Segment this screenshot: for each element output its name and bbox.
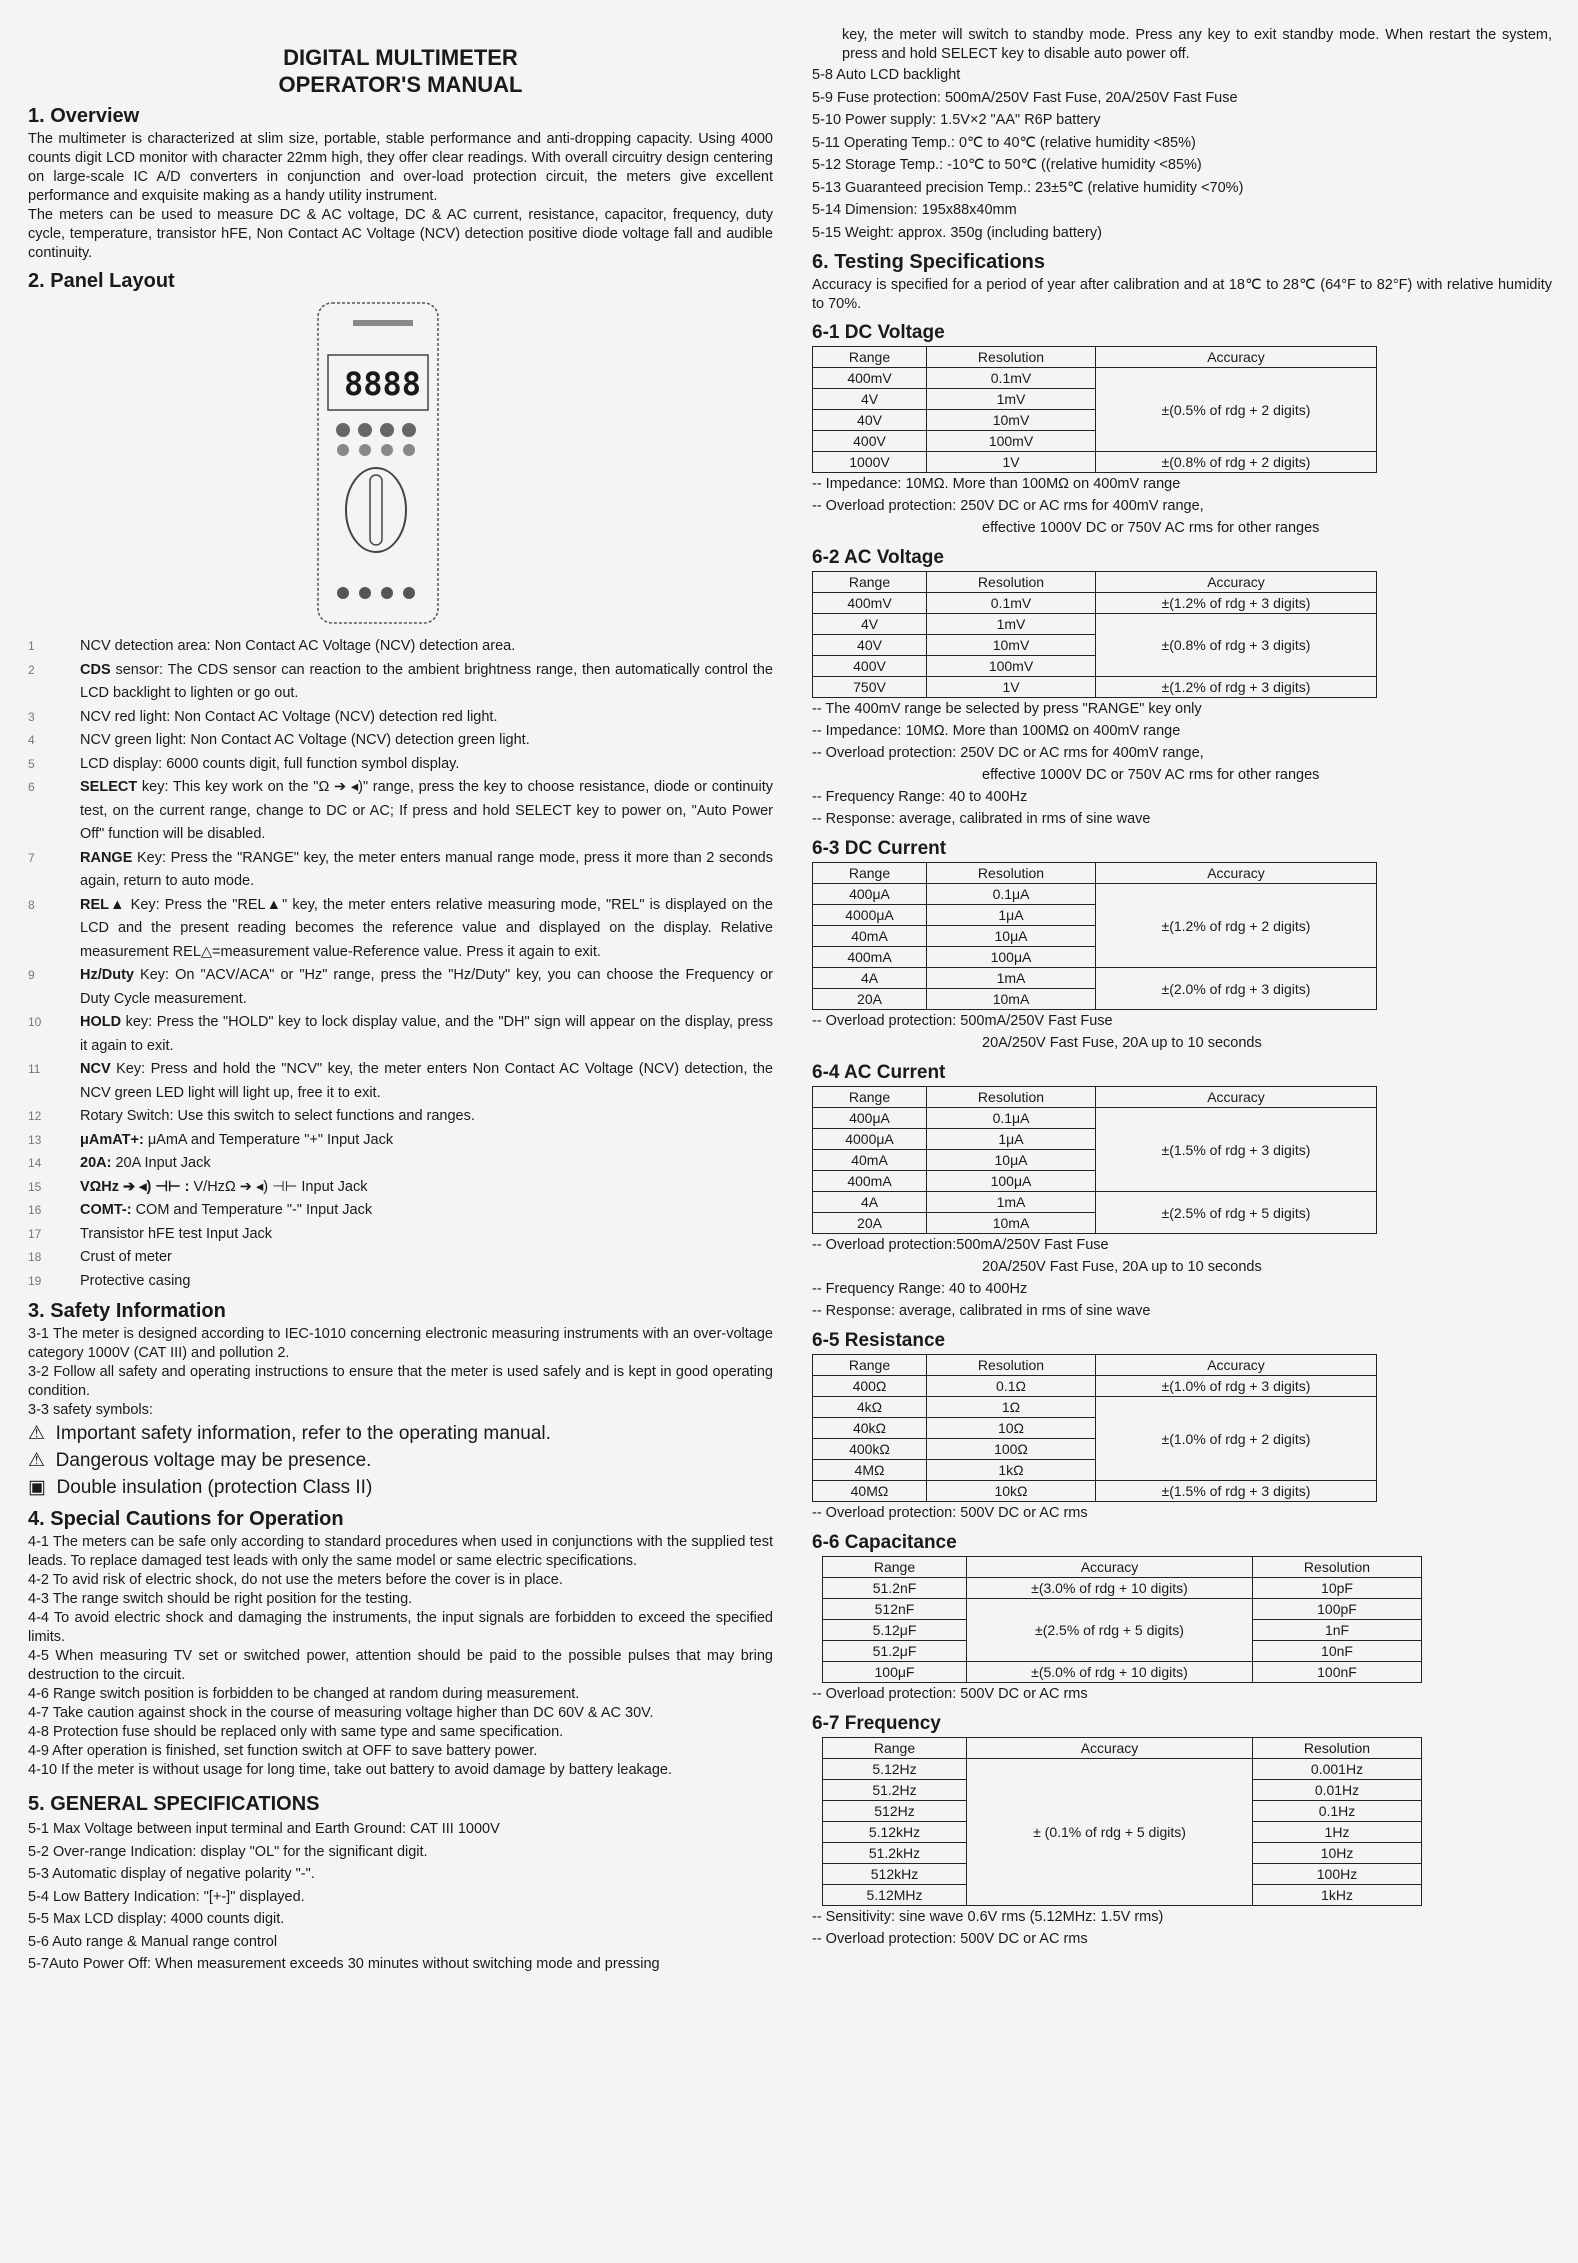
- panel-item-text: μAmA and Temperature "+" Input Jack: [143, 1131, 394, 1148]
- ac-current-heading: 6-4 AC Current: [812, 1062, 946, 1083]
- panel-item-text: key: Press the "HOLD" key to lock display value, and the "DH" sign will appear on the display, press it again to exit.: [80, 1014, 773, 1054]
- table-cell: 5.12Hz: [823, 1759, 967, 1780]
- spec-item: 5-2 Over-range Indication: display "OL" for the significant digit.: [28, 1843, 428, 1860]
- panel-item-key: RANGE: [80, 849, 133, 866]
- table-cell: 0.1Ω: [927, 1376, 1096, 1397]
- table-cell: 10Ω: [927, 1418, 1096, 1439]
- caution-item: 4-9 After operation is finished, set function switch at OFF to save battery power.: [28, 1743, 538, 1759]
- table-cell: 1μA: [927, 905, 1096, 926]
- table-cell: 0.001Hz: [1253, 1759, 1422, 1780]
- table-cell: 400μA: [813, 1108, 927, 1129]
- table-cell: 0.1Hz: [1253, 1801, 1422, 1822]
- panel-item-text: Protective casing: [80, 1272, 191, 1289]
- panel-heading: 2. Panel Layout: [28, 270, 175, 292]
- panel-item-text: Transistor hFE test Input Jack: [80, 1225, 273, 1242]
- table-row: [813, 968, 1377, 989]
- testing-heading: 6. Testing Specifications: [812, 251, 1046, 273]
- note: -- Overload protection: 250V DC or AC rms for 400mV range,: [812, 498, 1204, 514]
- table-cell: ± (0.1% of rdg + 5 digits): [967, 1759, 1253, 1906]
- double-insulation-icon: ▣: [28, 1477, 46, 1498]
- panel-item-key: REL▲: [80, 896, 126, 913]
- title-line-1: DIGITAL MULTIMETER: [283, 45, 518, 70]
- resistance-table: [812, 1354, 1377, 1502]
- panel-item-key: CDS: [80, 661, 111, 678]
- table-cell: 400mV: [813, 593, 927, 614]
- note: -- Overload protection: 500V DC or AC rms: [812, 1931, 1088, 1947]
- table-row: [813, 572, 1377, 593]
- table-cell: 1V: [927, 452, 1096, 473]
- ac-voltage-heading: 6-2 AC Voltage: [812, 547, 944, 568]
- table-cell: 1mA: [927, 968, 1096, 989]
- table-cell: ±(1.5% of rdg + 3 digits): [1096, 1108, 1377, 1192]
- accuracy-cell: ±(0.5% of rdg + 2 digits): [1096, 368, 1377, 452]
- panel-item: [28, 1270, 773, 1294]
- panel-item: [28, 753, 773, 777]
- panel-item-number: 18: [28, 1250, 42, 1264]
- left-column: [28, 0, 773, 1976]
- panel-item: [28, 894, 773, 965]
- multimeter-illustration: [168, 295, 568, 635]
- panel-item-number: 16: [28, 1203, 42, 1217]
- general-specs-list: [28, 1818, 773, 1976]
- resistance-heading: 6-5 Resistance: [812, 1330, 946, 1351]
- table-cell: ±(2.0% of rdg + 3 digits): [1096, 968, 1377, 1010]
- table-cell: Range: [823, 1738, 967, 1759]
- table-cell: 10μA: [927, 926, 1096, 947]
- panel-item: [28, 659, 773, 706]
- table-cell: 4000μA: [813, 1129, 927, 1150]
- table-row: [823, 1759, 1422, 1780]
- table-cell: 400mA: [813, 947, 927, 968]
- table-cell: 20A: [813, 989, 927, 1010]
- panel-item-text: sensor: The CDS sensor can reaction to the ambient brightness range, then automatically control the LCD backlight to lighten or go out.: [80, 661, 773, 701]
- table-cell: 10pF: [1253, 1578, 1422, 1599]
- panel-item-number: 7: [28, 850, 35, 865]
- note: -- Sensitivity: sine wave 0.6V rms (5.12MHz: 1.5V rms): [812, 1909, 1164, 1925]
- table-cell: 400mA: [813, 1171, 927, 1192]
- spec-item: 5-13 Guaranteed precision Temp.: 23±5℃ (relative humidity <70%): [812, 179, 1244, 196]
- table-cell: 10Hz: [1253, 1843, 1422, 1864]
- caution-item: 4-1 The meters can be safe only according to standard procedures when used in conjunctions with the supplied test leads. To replace damaged test leads with only the same model or same electric specifications.: [28, 1534, 773, 1569]
- table-cell: 20A: [813, 1213, 927, 1234]
- panel-item: [28, 1246, 773, 1270]
- panel-item-number: 3: [28, 709, 35, 724]
- panel-item: [28, 1176, 773, 1200]
- table-cell: 10mA: [927, 1213, 1096, 1234]
- panel-item-key: 20A:: [80, 1155, 112, 1171]
- table-cell: 4kΩ: [813, 1397, 927, 1418]
- table-cell: Resolution: [927, 1355, 1096, 1376]
- panel-item-key: NCV: [80, 1061, 111, 1077]
- table-cell: 10nF: [1253, 1641, 1422, 1662]
- caution-item: 4-7 Take caution against shock in the course of measuring voltage higher than DC 60V & AC 30V.: [28, 1705, 654, 1721]
- table-row: [823, 1578, 1422, 1599]
- table-cell: 5.12kHz: [823, 1822, 967, 1843]
- auto-power-off-continued: key, the meter will switch to standby mode. Press any key to exit standby mode. When restart the system, press and hold SELECT key to disable auto power off.: [842, 27, 1552, 62]
- panel-item-number: 8: [28, 897, 35, 912]
- table-cell: Accuracy: [967, 1557, 1253, 1578]
- panel-item-number: 9: [28, 968, 35, 982]
- table-row: [813, 1355, 1377, 1376]
- panel-item-number: 1: [28, 639, 35, 653]
- spec-item: 5-8 Auto LCD backlight: [812, 67, 961, 83]
- table-cell: Resolution: [927, 572, 1096, 593]
- table-cell: Accuracy: [1096, 863, 1377, 884]
- warning-icon: ⚠: [28, 1423, 46, 1444]
- table-row: [813, 1481, 1377, 1502]
- multimeter-diagram: [168, 295, 568, 635]
- accuracy-cell: ±(0.8% of rdg + 2 digits): [1096, 452, 1377, 473]
- table-row: [813, 1192, 1377, 1213]
- safety-symbol-double-insulation: ▣ Double insulation (protection Class II): [28, 1477, 373, 1498]
- table-cell: 100mV: [927, 431, 1096, 452]
- table-cell: ±(5.0% of rdg + 10 digits): [967, 1662, 1253, 1683]
- table-cell: Accuracy: [1096, 1355, 1377, 1376]
- table-cell: Accuracy: [1096, 1087, 1377, 1108]
- table-row: [813, 1108, 1377, 1129]
- note: -- Overload protection: 500mA/250V Fast Fuse: [812, 1013, 1113, 1029]
- general-specs-list-continued: [812, 64, 1552, 244]
- table-cell: 100Hz: [1253, 1864, 1422, 1885]
- testing-intro: Accuracy is specified for a period of year after calibration and at 18℃ to 28℃ (64°F to 82°F) with relative humidity to 70%.: [812, 277, 1552, 312]
- panel-item-text: Rotary Switch: Use this switch to select functions and ranges.: [80, 1108, 475, 1124]
- table-cell: 100μA: [927, 1171, 1096, 1192]
- table-cell: 1Ω: [927, 1397, 1096, 1418]
- table-cell: 0.1μA: [927, 1108, 1096, 1129]
- panel-item-number: 13: [28, 1132, 42, 1147]
- table-cell: Resolution: [1253, 1738, 1422, 1759]
- spec-item: 5-6 Auto range & Manual range control: [28, 1933, 278, 1950]
- panel-item-key: VΩHz ➔ ◂) ⊣⊢ :: [80, 1178, 190, 1195]
- table-row: [813, 677, 1377, 698]
- frequency-heading: 6-7 Frequency: [812, 1713, 941, 1734]
- ac-voltage-table: [812, 571, 1377, 698]
- spec-item: 5-10 Power supply: 1.5V×2 "AA" R6P battery: [812, 112, 1101, 128]
- table-cell: Resolution: [927, 863, 1096, 884]
- note: -- Overload protection: 500V DC or AC rms: [812, 1505, 1088, 1521]
- table-cell: 51.2nF: [823, 1578, 967, 1599]
- table-cell: 1kHz: [1253, 1885, 1422, 1906]
- panel-item-number: 19: [28, 1273, 42, 1288]
- table-cell: ±(2.5% of rdg + 5 digits): [1096, 1192, 1377, 1234]
- caution-item: 4-8 Protection fuse should be replaced only with same type and same specification.: [28, 1724, 564, 1740]
- spec-item: 5-14 Dimension: 195x88x40mm: [812, 202, 1017, 218]
- table-cell: Range: [813, 863, 927, 884]
- table-cell: ±(3.0% of rdg + 10 digits): [967, 1578, 1253, 1599]
- capacitance-heading: 6-6 Capacitance: [812, 1532, 957, 1553]
- dc-voltage-heading: 6-1 DC Voltage: [812, 322, 945, 343]
- caution-item: 4-5 When measuring TV set or switched power, attention should be paid to the possible pulses that may bring destruction to the circuit.: [28, 1648, 773, 1683]
- table-cell: 1Hz: [1253, 1822, 1422, 1843]
- table-row: [813, 1087, 1377, 1108]
- overview-heading: 1. Overview: [28, 105, 140, 127]
- table-row: [813, 884, 1377, 905]
- document-title: [28, 44, 773, 98]
- panel-item: [28, 1199, 773, 1223]
- panel-item-number: 17: [28, 1226, 42, 1241]
- panel-item-text: key: This key work on the "Ω ➔ ◂)" range, press the key to choose resistance, diode or continuity test, on the current range, change to DC or AC; If press and hold SELECT key to power on, "Auto Power Off" function will be disabled.: [80, 779, 773, 842]
- panel-item-number: 12: [28, 1109, 42, 1123]
- table-cell: 4A: [813, 968, 927, 989]
- panel-item-text: Key: Press and hold the "NCV" key, the meter enters Non Contact AC Voltage (NCV) detection, the NCV green LED light will light up, free it to exit.: [80, 1061, 773, 1101]
- note: -- Overload protection: 250V DC or AC rms for 400mV range,: [812, 745, 1204, 761]
- table-cell: 100mV: [927, 656, 1096, 677]
- safety-symbol-warning: ⚠ Important safety information, refer to the operating manual.: [28, 1423, 551, 1444]
- panel-item: [28, 964, 773, 1011]
- panel-item-number: 2: [28, 662, 35, 677]
- caution-item: 4-10 If the meter is without usage for long time, take out battery to avoid damage by battery leakage.: [28, 1762, 673, 1778]
- table-cell: ±(1.0% of rdg + 2 digits): [1096, 1397, 1377, 1481]
- table-cell: ±(2.5% of rdg + 5 digits): [967, 1599, 1253, 1662]
- panel-item-text: Key: Press the "RANGE" key, the meter enters manual range mode, press it more than 2 seconds again, return to auto mode.: [80, 849, 773, 889]
- caution-item: 4-6 Range switch position is forbidden to be changed at random during measurement.: [28, 1686, 580, 1702]
- cautions-heading: 4. Special Cautions for Operation: [28, 1508, 344, 1530]
- table-cell: 10kΩ: [927, 1481, 1096, 1502]
- spec-item: 5-4 Low Battery Indication: "[+-]" displayed.: [28, 1888, 305, 1905]
- note: -- Overload protection:500mA/250V Fast Fuse: [812, 1237, 1109, 1253]
- spec-item: 5-12 Storage Temp.: -10℃ to 50℃ ((relative humidity <85%): [812, 157, 1202, 173]
- table-cell: 4V: [813, 614, 927, 635]
- panel-item: [28, 706, 773, 730]
- note: -- Response: average, calibrated in rms of sine wave: [812, 1303, 1151, 1319]
- capacitance-table: [822, 1556, 1422, 1683]
- overview-paragraph-2: The meters can be used to measure DC & AC voltage, DC & AC current, resistance, capacitor, frequency, duty cycle, temperature, transistor hFE, Non Contact AC Voltage (NCV) detection positive diode voltage fall and audible continuity.: [28, 207, 773, 261]
- note: -- The 400mV range be selected by press "RANGE" key only: [812, 701, 1202, 717]
- spec-item: 5-3 Automatic display of negative polarity "-".: [28, 1866, 315, 1882]
- table-cell: ±(1.2% of rdg + 2 digits): [1096, 884, 1377, 968]
- note: -- Response: average, calibrated in rms of sine wave: [812, 811, 1151, 827]
- table-cell: 1V: [927, 677, 1096, 698]
- table-row: [813, 1376, 1377, 1397]
- panel-item-text: NCV red light: Non Contact AC Voltage (NCV) detection red light.: [80, 708, 498, 725]
- table-cell: ±(1.0% of rdg + 3 digits): [1096, 1376, 1377, 1397]
- table-cell: ±(0.8% of rdg + 3 digits): [1096, 614, 1377, 677]
- col-accuracy: Accuracy: [1096, 347, 1377, 368]
- note: -- Frequency Range: 40 to 400Hz: [812, 1281, 1028, 1297]
- table-cell: 4A: [813, 1192, 927, 1213]
- table-cell: 0.1mV: [927, 368, 1096, 389]
- table-cell: 512nF: [823, 1599, 967, 1620]
- panel-item-key: μAmAT+:: [80, 1131, 144, 1148]
- table-row: [813, 863, 1377, 884]
- table-row: [823, 1599, 1422, 1620]
- table-cell: Accuracy: [967, 1738, 1253, 1759]
- table-cell: 512kHz: [823, 1864, 967, 1885]
- panel-item: [28, 635, 773, 659]
- panel-item-key: Hz/Duty: [80, 967, 134, 983]
- safety-paragraph-3: 3-3 safety symbols:: [28, 1402, 153, 1418]
- table-cell: 1mV: [927, 389, 1096, 410]
- safety-symbol-voltage: ⚠ Dangerous voltage may be presence.: [28, 1450, 372, 1471]
- ac-current-table: [812, 1086, 1377, 1234]
- table-cell: 100μF: [823, 1662, 967, 1683]
- table-cell: 400V: [813, 656, 927, 677]
- table-cell: 51.2μF: [823, 1641, 967, 1662]
- panel-item-key: COMT-:: [80, 1202, 132, 1218]
- panel-item: [28, 776, 773, 847]
- table-cell: 10mV: [927, 635, 1096, 656]
- table-cell: 40kΩ: [813, 1418, 927, 1439]
- table-cell: 40mA: [813, 1150, 927, 1171]
- spec-item: 5-15 Weight: approx. 350g (including battery): [812, 224, 1102, 241]
- table-cell: 1nF: [1253, 1620, 1422, 1641]
- overview-paragraph-1: The multimeter is characterized at slim size, portable, stable performance and anti-dropping capacity. Using 4000 counts digit LCD monitor with character 22mm high, they offer clear readings. With overall circuitry design centering on large-scale IC A/D converters in conjunction and over-load protection circuit, the meters give excellent performance and exquisite making as a handy utility instrument.: [28, 131, 773, 204]
- frequency-table: [822, 1737, 1422, 1906]
- note: -- Frequency Range: 40 to 400Hz: [812, 789, 1028, 805]
- panel-item: [28, 847, 773, 894]
- table-cell: 40MΩ: [813, 1481, 927, 1502]
- table-cell: 1000V: [813, 452, 927, 473]
- spec-item: 5-5 Max LCD display: 4000 counts digit.: [28, 1911, 285, 1927]
- spec-item: 5-9 Fuse protection: 500mA/250V Fast Fuse, 20A/250V Fast Fuse: [812, 89, 1238, 106]
- table-cell: 1mV: [927, 614, 1096, 635]
- panel-item-number: 10: [28, 1015, 42, 1029]
- caution-item: 4-4 To avoid electric shock and damaging the instruments, the input signals are forbidden to exceed the specified limits.: [28, 1610, 773, 1645]
- table-cell: 0.1mV: [927, 593, 1096, 614]
- table-cell: 100pF: [1253, 1599, 1422, 1620]
- table-cell: 4000μA: [813, 905, 927, 926]
- safety-paragraph-1: 3-1 The meter is designed according to IEC-1010 concerning electronic measuring instruments with an over-voltage category 1000V (CAT III) and pollution 2.: [28, 1326, 773, 1361]
- panel-item-number: 15: [28, 1179, 42, 1194]
- caution-item: 4-3 The range switch should be right position for the testing.: [28, 1591, 413, 1607]
- caution-item: 4-2 To avid risk of electric shock, do not use the meters before the cover is in place.: [28, 1572, 563, 1588]
- note: 20A/250V Fast Fuse, 20A up to 10 seconds: [982, 1259, 1262, 1275]
- table-row: [823, 1738, 1422, 1759]
- table-cell: 100nF: [1253, 1662, 1422, 1683]
- panel-item-number: 5: [28, 756, 35, 771]
- table-cell: 0.01Hz: [1253, 1780, 1422, 1801]
- dc-voltage-table: [812, 346, 1377, 473]
- table-cell: 100Ω: [927, 1439, 1096, 1460]
- col-range: Range: [813, 347, 927, 368]
- table-cell: 40mA: [813, 926, 927, 947]
- panel-item: [28, 1058, 773, 1105]
- table-cell: 400mV: [813, 368, 927, 389]
- panel-item: [28, 1011, 773, 1058]
- table-cell: 40V: [813, 635, 927, 656]
- table-cell: Resolution: [1253, 1557, 1422, 1578]
- table-cell: 0.1μA: [927, 884, 1096, 905]
- panel-item-list: [28, 635, 773, 1293]
- table-row: [813, 614, 1377, 635]
- table-cell: 1mA: [927, 1192, 1096, 1213]
- table-row: [813, 452, 1377, 473]
- spec-item: 5-1 Max Voltage between input terminal and Earth Ground: CAT III 1000V: [28, 1821, 500, 1837]
- table-cell: 10mA: [927, 989, 1096, 1010]
- table-cell: 5.12MHz: [823, 1885, 967, 1906]
- note: -- Impedance: 10MΩ. More than 100MΩ on 400mV range: [812, 723, 1181, 739]
- table-cell: Resolution: [927, 1087, 1096, 1108]
- right-column: [812, 26, 1552, 1950]
- cautions-list: [28, 1533, 773, 1780]
- table-cell: 400kΩ: [813, 1439, 927, 1460]
- title-line-2: OPERATOR'S MANUAL: [278, 72, 523, 97]
- note: -- Overload protection: 500V DC or AC rms: [812, 1686, 1088, 1702]
- spec-item: 5-11 Operating Temp.: 0℃ to 40℃ (relative humidity <85%): [812, 134, 1196, 151]
- safety-paragraph-2: 3-2 Follow all safety and operating instructions to ensure that the meter is used safely and is kept in good operating condition.: [28, 1364, 773, 1399]
- table-cell: Range: [813, 1355, 927, 1376]
- table-cell: 5.12μF: [823, 1620, 967, 1641]
- note: effective 1000V DC or 750V AC rms for other ranges: [982, 520, 1320, 536]
- table-cell: ±(1.2% of rdg + 3 digits): [1096, 677, 1377, 698]
- panel-item: [28, 1105, 773, 1129]
- note: effective 1000V DC or 750V AC rms for other ranges: [982, 767, 1320, 783]
- table-cell: 1kΩ: [927, 1460, 1096, 1481]
- panel-item-number: 4: [28, 733, 35, 747]
- panel-item-number: 6: [28, 780, 35, 794]
- table-row: [813, 368, 1377, 389]
- table-cell: 51.2Hz: [823, 1780, 967, 1801]
- panel-item-text: NCV detection area: Non Contact AC Voltage (NCV) detection area.: [80, 638, 516, 654]
- panel-item-key: HOLD: [80, 1014, 122, 1030]
- table-row: [813, 347, 1377, 368]
- dc-current-heading: 6-3 DC Current: [812, 838, 947, 859]
- panel-item: [28, 1129, 773, 1153]
- spec-item: 5-7Auto Power Off: When measurement exceeds 30 minutes without switching mode and pressing: [28, 1956, 660, 1972]
- panel-item-text: Key: On "ACV/ACA" or "Hz" range, press the "Hz/Duty" key, you can choose the Frequency or Duty Cycle measurement.: [80, 967, 773, 1007]
- table-cell: 10mV: [927, 410, 1096, 431]
- table-row: [813, 1397, 1377, 1418]
- table-cell: 750V: [813, 677, 927, 698]
- table-cell: ±(1.5% of rdg + 3 digits): [1096, 1481, 1377, 1502]
- table-cell: 4V: [813, 389, 927, 410]
- table-cell: 1μA: [927, 1129, 1096, 1150]
- table-cell: 51.2kHz: [823, 1843, 967, 1864]
- panel-item-text: 20A Input Jack: [111, 1155, 211, 1171]
- table-row: [823, 1662, 1422, 1683]
- panel-item: [28, 1152, 773, 1176]
- table-cell: 400Ω: [813, 1376, 927, 1397]
- table-cell: 40V: [813, 410, 927, 431]
- table-cell: 100μA: [927, 947, 1096, 968]
- table-cell: 400V: [813, 431, 927, 452]
- panel-item: [28, 729, 773, 753]
- panel-item-key: SELECT: [80, 779, 138, 795]
- table-row: [823, 1557, 1422, 1578]
- panel-item-text: COM and Temperature "-" Input Jack: [131, 1202, 373, 1218]
- panel-item-text: V/HzΩ ➔ ◂) ⊣⊢ Input Jack: [189, 1178, 368, 1195]
- table-cell: ±(1.2% of rdg + 3 digits): [1096, 593, 1377, 614]
- panel-item-text: Crust of meter: [80, 1249, 172, 1265]
- lcd-digits: 8888: [344, 365, 422, 403]
- panel-item-text: NCV green light: Non Contact AC Voltage (NCV) detection green light.: [80, 732, 530, 748]
- note: 20A/250V Fast Fuse, 20A up to 10 seconds: [982, 1035, 1262, 1051]
- col-resolution: Resolution: [927, 347, 1096, 368]
- panel-item: [28, 1223, 773, 1247]
- panel-item-number: 14: [28, 1156, 42, 1170]
- table-row: [813, 593, 1377, 614]
- table-cell: Range: [813, 1087, 927, 1108]
- panel-item-text: Key: Press the "REL▲" key, the meter enters relative measuring mode, "REL" is displayed on the LCD and the present reading becomes the reference value and displayed on the display. Relative measurement REL△=measurement value-Reference value. Press it again to exit.: [80, 896, 773, 960]
- safety-heading: 3. Safety Information: [28, 1300, 226, 1322]
- high-voltage-icon: ⚠: [28, 1450, 46, 1471]
- note: -- Impedance: 10MΩ. More than 100MΩ on 400mV range: [812, 476, 1181, 492]
- table-cell: Range: [813, 572, 927, 593]
- general-specs-heading: 5. GENERAL SPECIFICATIONS: [28, 1793, 320, 1815]
- panel-item-number: 11: [28, 1062, 41, 1076]
- table-cell: 512Hz: [823, 1801, 967, 1822]
- dc-current-table: [812, 862, 1377, 1010]
- table-cell: Accuracy: [1096, 572, 1377, 593]
- table-cell: 10μA: [927, 1150, 1096, 1171]
- panel-item-text: LCD display: 6000 counts digit, full function symbol display.: [80, 755, 460, 772]
- table-cell: Range: [823, 1557, 967, 1578]
- table-cell: 4MΩ: [813, 1460, 927, 1481]
- table-cell: 400μA: [813, 884, 927, 905]
